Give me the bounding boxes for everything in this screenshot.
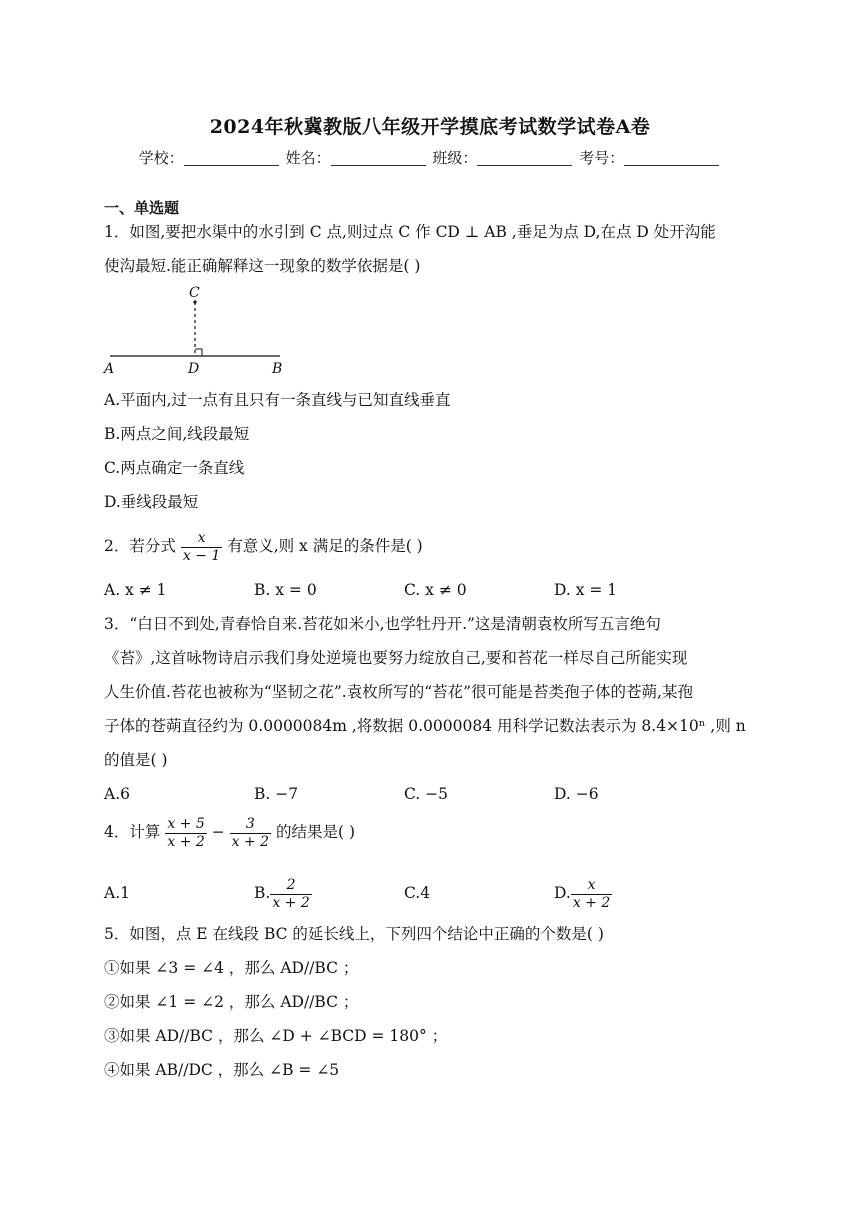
q1-option-b[interactable]: B.两点之间,线段最短 — [104, 425, 250, 443]
q3-line2: 《苔》,这首咏物诗启示我们身处逆境也要努力绽放自己,要和苔花一样尽自己所能实现 — [104, 649, 688, 667]
q1-option-c[interactable]: C.两点确定一条直线 — [104, 459, 245, 477]
q4-option-d-fraction — [571, 877, 612, 912]
q4-option-a[interactable]: A.1 — [104, 884, 130, 902]
q5-statement-3: ③如果 AD//BC ，那么 ∠D + ∠BCD = 180° ； — [104, 1027, 448, 1045]
q2-option-d[interactable]: D. x = 1 — [554, 581, 618, 599]
q4-option-b-fraction — [270, 877, 311, 912]
class-label: 班级： — [432, 149, 478, 167]
name-label: 姓名： — [285, 149, 331, 167]
exam-title: 2024年秋冀教版八年级开学摸底考试数学试卷A卷 — [209, 116, 651, 138]
student-info-row — [0, 147, 860, 168]
q2-prefix: 2．若分式 — [104, 537, 176, 555]
q2-option-a[interactable]: A. x ≠ 1 — [104, 581, 167, 599]
q4-fraction-2-numerator: 3 — [245, 815, 255, 832]
q2-option-c[interactable]: C. x ≠ 0 — [404, 581, 467, 599]
q3-option-c[interactable]: C. −5 — [404, 785, 449, 803]
q3-option-b[interactable]: B. −7 — [254, 785, 299, 803]
q3-line3: 人生价值.苔花也被称为“坚韧之花”.袁枚所写的“苔花”很可能是苔类孢子体的苍蒴,某孢 — [104, 683, 693, 701]
q4-fraction-1 — [165, 816, 206, 851]
q2-fraction-denominator: x − 1 — [182, 547, 221, 564]
q5-line1: 5．如图，点 E 在线段 BC 的延长线上，下列四个结论中正确的个数是( ) — [104, 925, 604, 943]
label-d: D — [188, 361, 200, 377]
q4-option-c[interactable]: C.4 — [404, 884, 431, 902]
q3-line5: 的值是( ) — [104, 751, 168, 769]
q4-suffix: 的结果是( ) — [276, 823, 356, 841]
q4-option-d-numerator: x — [587, 876, 596, 893]
label-a: A — [104, 361, 115, 377]
label-c: C — [189, 285, 200, 301]
q1-option-d[interactable]: D.垂线段最短 — [104, 493, 199, 511]
q4-minus: − — [211, 823, 225, 841]
number-label: 考号： — [579, 149, 625, 167]
q4-option-d-prefix: D. — [554, 884, 571, 902]
q5-statement-4: ④如果 AB//DC ，那么 ∠B = ∠5 — [104, 1061, 340, 1079]
q4-option-b[interactable] — [254, 873, 312, 913]
label-b: B — [272, 361, 283, 377]
school-blank[interactable] — [184, 151, 279, 166]
number-blank[interactable] — [624, 151, 719, 166]
q5-statement-2: ②如果 ∠1 = ∠2 ，那么 AD//BC ； — [104, 993, 359, 1011]
q4-option-b-denominator: x + 2 — [272, 894, 310, 911]
q1-option-a[interactable]: A.平面内,过一点有且只有一条直线与已知直线垂直 — [104, 391, 451, 409]
q4-option-d[interactable] — [554, 873, 612, 913]
q4-option-b-prefix: B. — [254, 884, 271, 902]
q3-line1: 3．“白日不到处,青春恰自来.苔花如米小,也学牡丹开.”这是清朝袁枚所写五言绝句 — [104, 615, 661, 633]
q4-stem — [104, 812, 355, 852]
q2-option-b[interactable]: B. x = 0 — [254, 581, 317, 599]
q4-fraction-2-denominator: x + 2 — [231, 833, 270, 850]
q5-statement-1: ①如果 ∠3 = ∠4 ，那么 AD//BC ； — [104, 959, 359, 977]
class-blank[interactable] — [477, 151, 572, 166]
q1-line1: 1．如图,要把水渠中的水引到 C 点,则过点 C 作 CD ⊥ AB ,垂足为点 D,在点 D 处开沟能 — [104, 223, 716, 241]
q3-line4: 子体的苍蒴直径约为 0.0000084m ,将数据 0.0000084 用科学记数法表示为 8.4×10ⁿ ,则 n — [104, 717, 746, 735]
q2-fraction-numerator: x — [197, 529, 206, 546]
school-label: 学校： — [138, 149, 184, 167]
q4-fraction-1-denominator: x + 2 — [167, 833, 205, 850]
q4-option-b-numerator: 2 — [286, 876, 296, 893]
q2-suffix: 有意义,则 x 满足的条件是( ) — [227, 537, 423, 555]
q3-option-a[interactable]: A.6 — [104, 785, 130, 803]
section-heading: 一、单选题 — [104, 199, 180, 217]
q1-line2: 使沟最短.能正确解释这一现象的数学依据是( ) — [104, 257, 421, 275]
q2-stem — [104, 528, 423, 565]
q3-option-d[interactable]: D. −6 — [554, 785, 599, 803]
q4-fraction-2 — [230, 816, 271, 851]
q4-prefix: 4．计算 — [104, 823, 161, 841]
name-blank[interactable] — [331, 151, 426, 166]
q4-option-d-denominator: x + 2 — [572, 894, 611, 911]
q2-fraction — [181, 530, 222, 565]
q4-fraction-1-numerator: x + 5 — [167, 815, 205, 832]
right-angle-mark — [195, 349, 202, 356]
q1-figure — [100, 282, 300, 378]
